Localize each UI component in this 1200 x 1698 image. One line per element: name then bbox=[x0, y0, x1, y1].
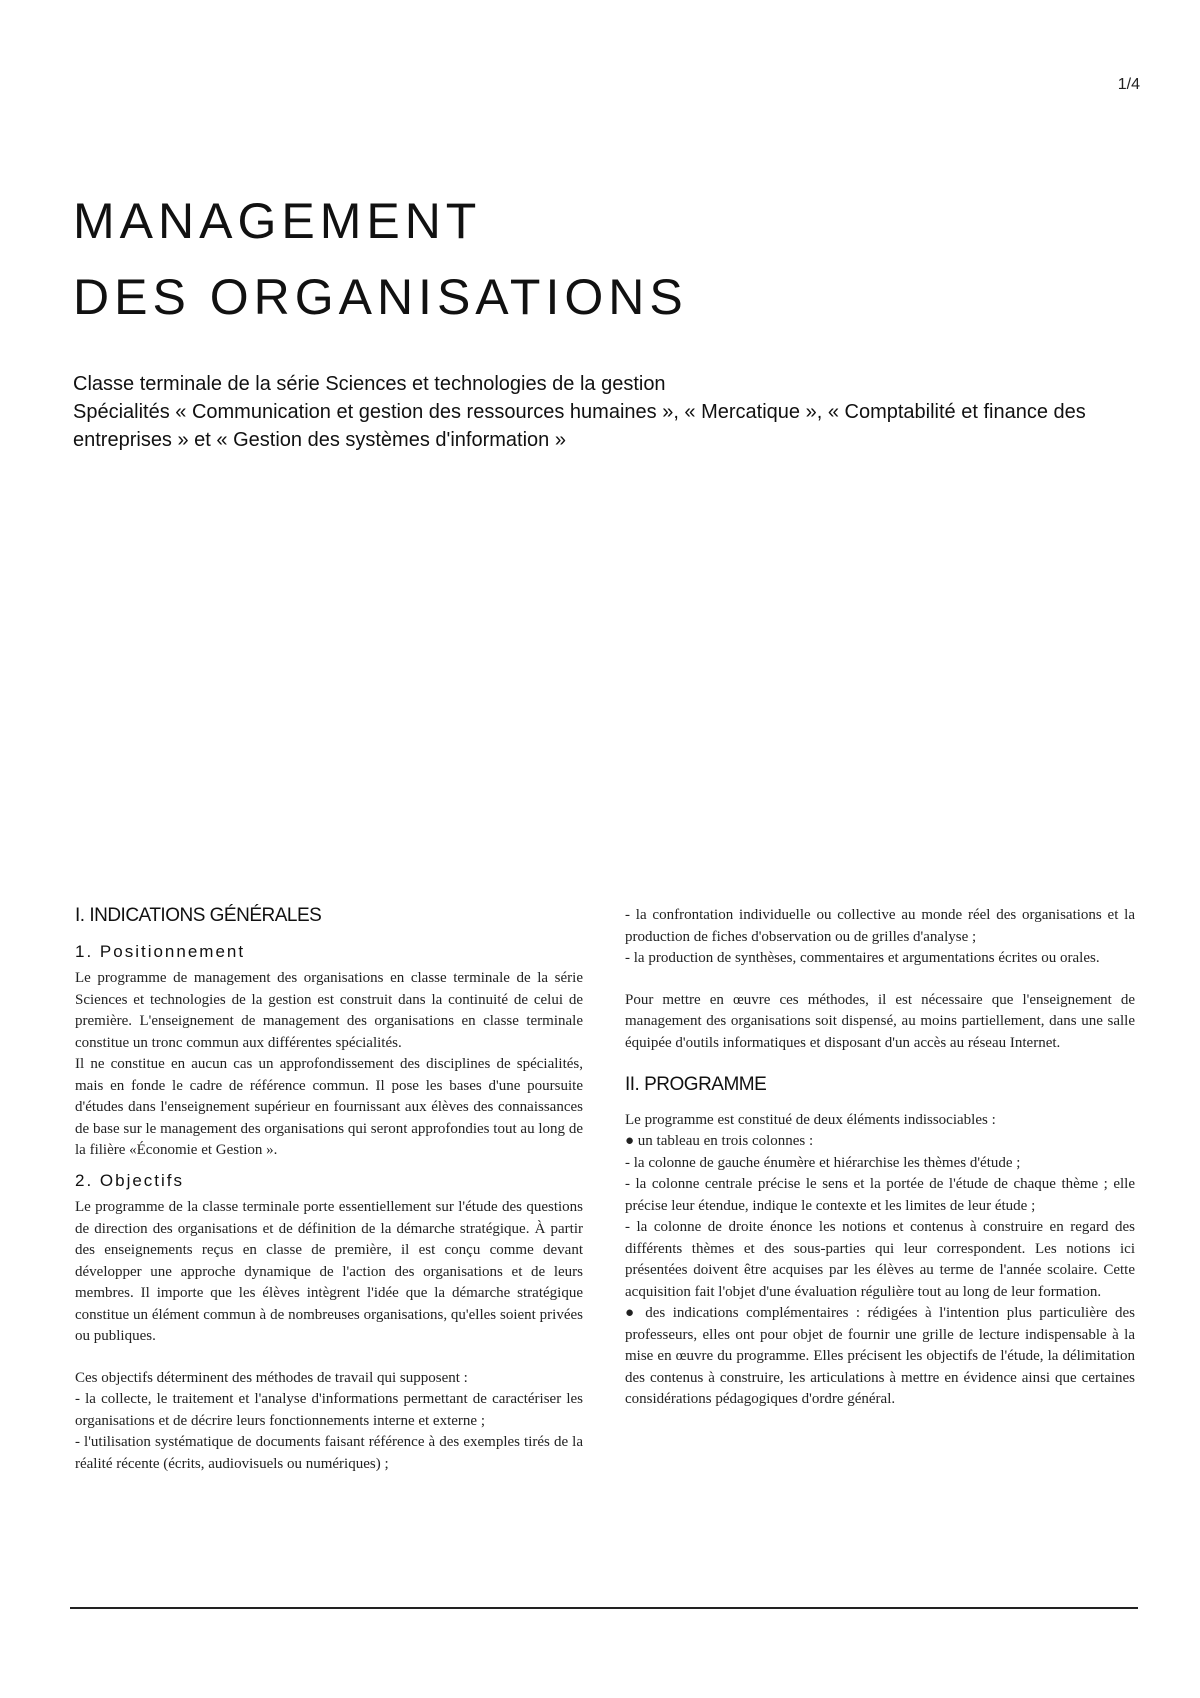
list-item: - la colonne de gauche énumère et hiérarchise les thèmes d'étude ; bbox=[625, 1154, 1021, 1171]
list-item: - la colonne de droite énonce les notions et contenus à construire en regard des différents thèmes et des sous-parties qui leur correspondent. Les notions ici présentées doivent être acquises par les élèves au terme de l'année scolaire. Cette acquisition fait l'objet d'une évaluation régulière tout au long de leur formation. bbox=[625, 1219, 1135, 1300]
list-item: - la production de synthèses, commentaires et argumentations écrites ou orales. bbox=[625, 950, 1100, 966]
paragraph: Ces objectifs déterminent des méthodes de travail qui supposent : bbox=[75, 1369, 468, 1386]
document-title bbox=[73, 183, 688, 335]
subsection-objectifs-heading: 2. Objectifs bbox=[75, 1170, 185, 1190]
paragraph: Le programme de la classe terminale porte essentiellement sur l'étude des questions de direction des organisations et de définition de la démarche stratégique. À partir des enseignements reçus en classe de première, il est conçu comme devant développer une approche dynamique de l'action des organisations et de leurs membres. Il importe que les élèves intègrent l'idée que la démarche stratégique constitue un élément commun à de nombreuses organisations, qu'elles soient privées ou publiques. bbox=[75, 1199, 583, 1344]
left-column bbox=[75, 905, 583, 1475]
subtitle-line-2: Spécialités « Communication et gestion des ressources humaines », « Mercatique », « Comptabilité et finance des entreprises » et « Gestion des systèmes d'information » bbox=[73, 401, 1086, 451]
paragraph: Pour mettre en œuvre ces méthodes, il est nécessaire que l'enseignement de management des organisations soit dispensé, au moins partiellement, dans une salle équipée d'outils informatiques et disposant d'un accès au réseau Internet. bbox=[625, 991, 1135, 1051]
bullet-item: ● un tableau en trois colonnes : bbox=[625, 1133, 814, 1149]
paragraph: Il ne constitue en aucun cas un approfondissement des disciplines de spécialités, mais en fonde le cadre de référence commun. Il pose les bases d'une poursuite d'études dans l'enseignement supérieur en fournissant aux élèves des connaissances de base sur le management des organisations qui seront approfondies tout au long de la filière «Économie et Gestion ». bbox=[75, 1056, 583, 1158]
right-column bbox=[625, 905, 1135, 1411]
list-item: - la confrontation individuelle ou collective au monde réel des organisations et la production de fiches d'observation ou de grilles d'analyse ; bbox=[625, 907, 1135, 945]
list-item: - la colonne centrale précise le sens et la portée de l'étude de chaque thème ; elle précise leur étendue, indique le contexte et les limites de leur étude ; bbox=[625, 1176, 1135, 1214]
document-subtitle bbox=[73, 370, 1133, 454]
title-line-1: MANAGEMENT bbox=[73, 193, 482, 249]
list-item: - l'utilisation systématique de documents faisant référence à des exemples tirés de la réalité récente (écrits, audiovisuels ou numériques) ; bbox=[75, 1434, 583, 1472]
paragraph: Le programme est constitué de deux éléments indissociables : bbox=[625, 1111, 996, 1128]
list-item: - la collecte, le traitement et l'analyse d'informations permettant de caractériser les organisations et de décrire leurs fonctionnements interne et externe ; bbox=[75, 1391, 583, 1429]
section-2-heading: II. PROGRAMME bbox=[625, 1074, 767, 1095]
section-1-heading: I. INDICATIONS GÉNÉRALES bbox=[75, 905, 322, 926]
bullet-item: ● des indications complémentaires : rédigées à l'intention plus particulière des professeurs, elles ont pour objet de fournir une grille de lecture indispensable à la mise en œuvre du programme. Elles précisent les objectifs de l'étude, la délimitation des contenus à construire, les articulations à mettre en évidence ainsi que certaines considérations pédagogiques d'ordre général. bbox=[625, 1305, 1135, 1407]
footer-divider bbox=[70, 1607, 1138, 1609]
title-line-2: DES ORGANISATIONS bbox=[73, 269, 688, 325]
paragraph: Le programme de management des organisations en classe terminale de la série Sciences et technologies de la gestion est construit dans la continuité de celui de première. L'enseignement de management des organisations en classe terminale constitue un tronc commun aux différentes spécialités. bbox=[75, 970, 583, 1051]
page-number: 1/4 bbox=[1117, 76, 1140, 93]
subtitle-line-1: Classe terminale de la série Sciences et technologies de la gestion bbox=[73, 373, 666, 395]
subsection-positionnement-heading: 1. Positionnement bbox=[75, 941, 246, 961]
